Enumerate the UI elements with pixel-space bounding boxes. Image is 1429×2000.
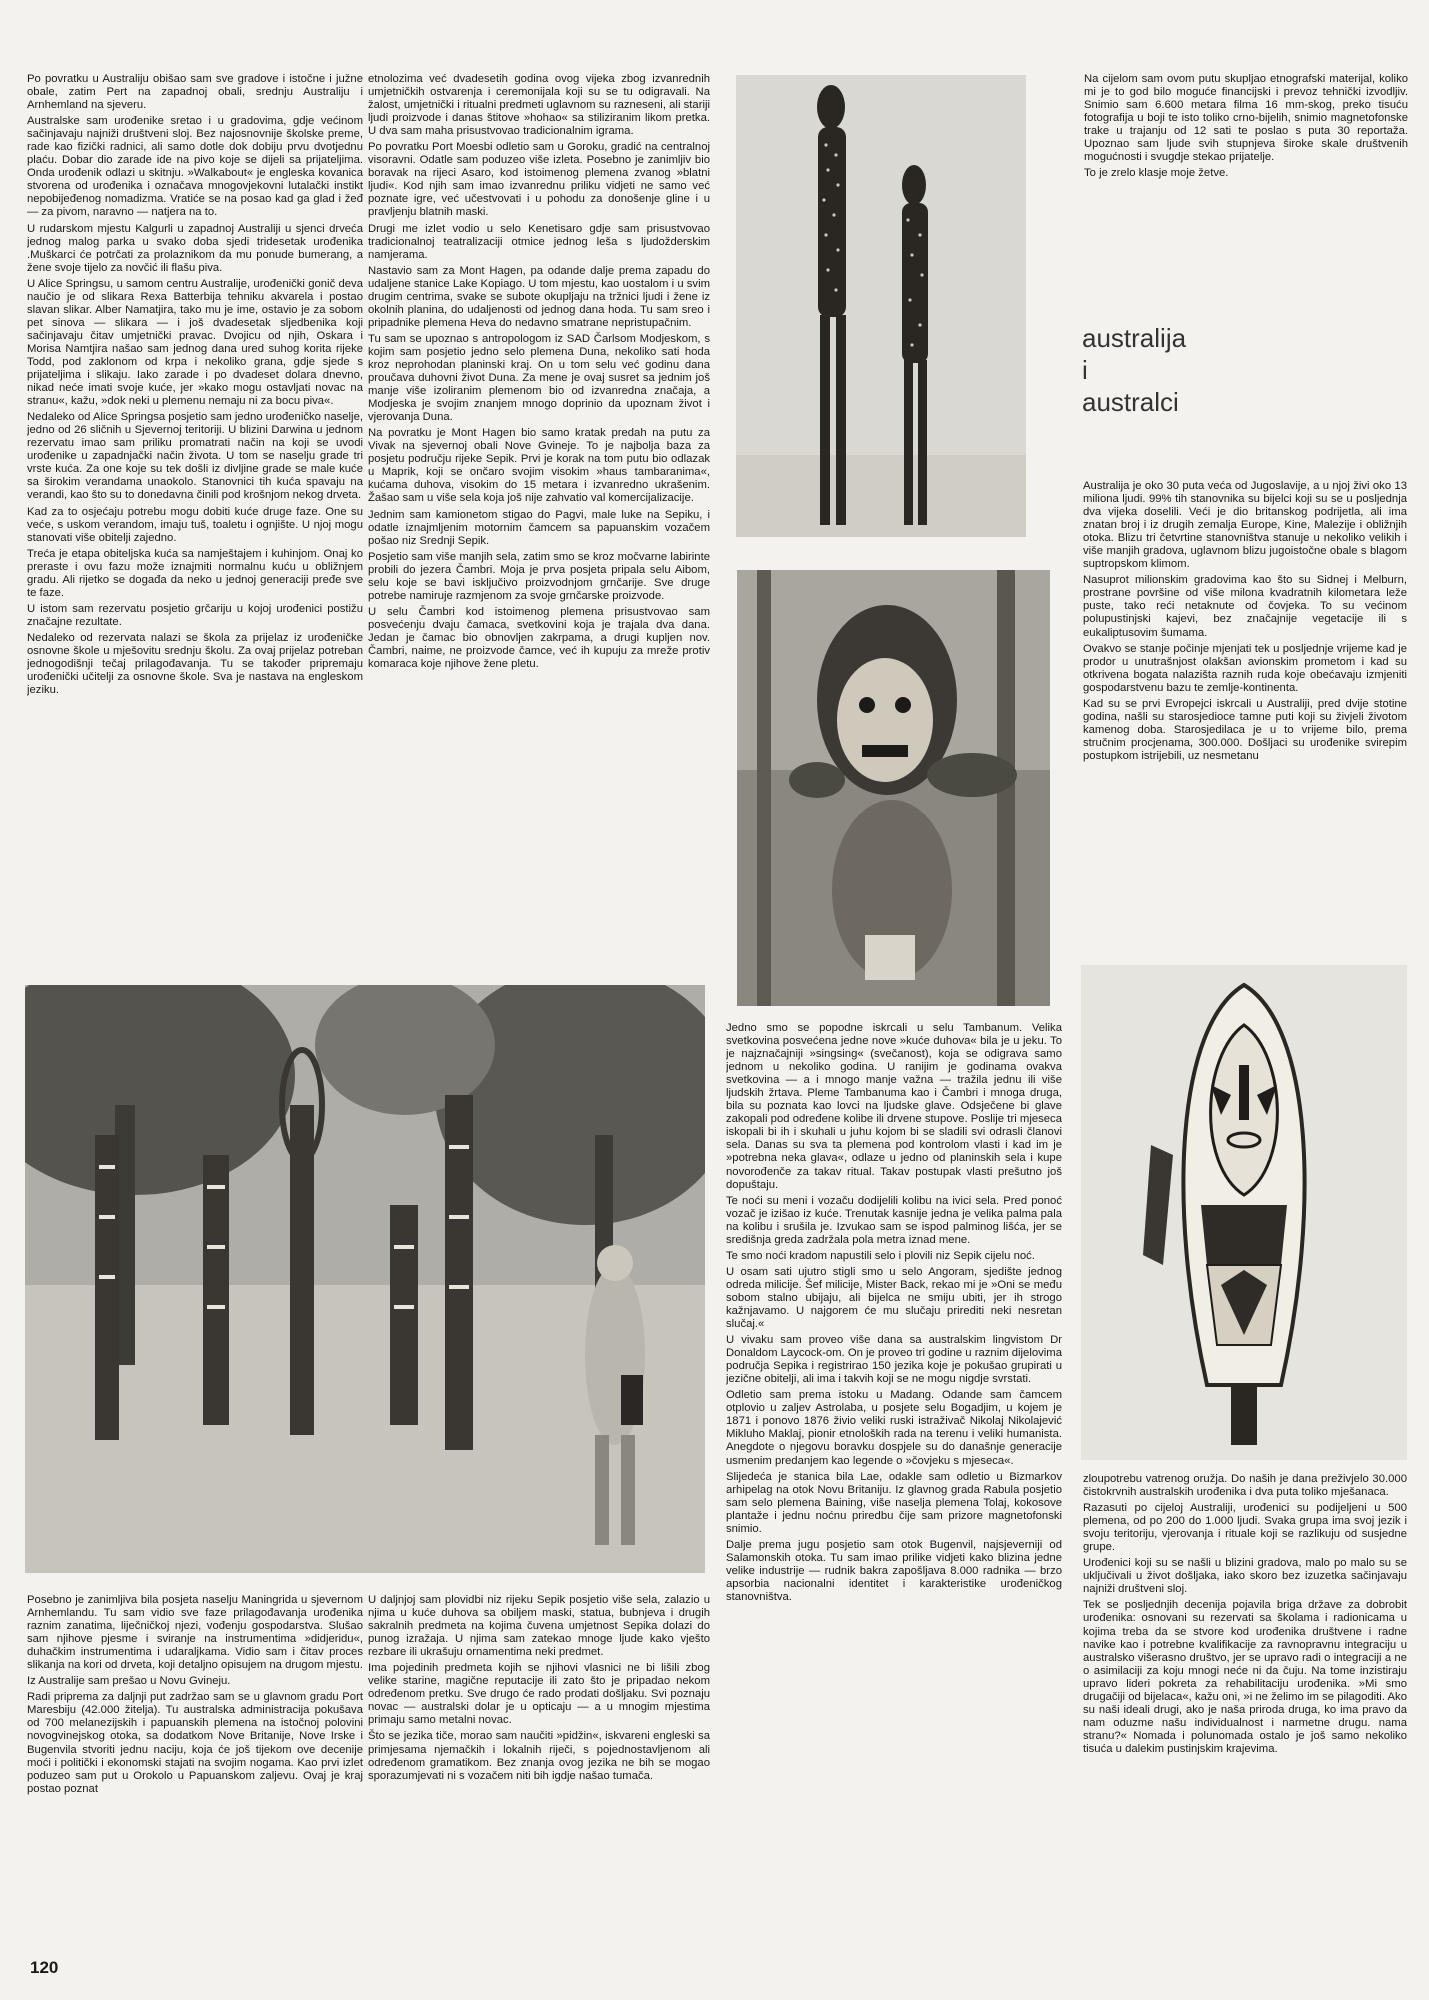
paragraph: Iz Australije sam prešao u Novu Gvineju. — [27, 1675, 231, 1688]
paragraph: Urođenici koji su se našli u blizini gradova, malo po malo su se uključivali u život došljaka, iako skoro bez izuzetka sačinjavaju najniži društveni sloj. — [1083, 1557, 1407, 1596]
page-number: 120 — [30, 1958, 59, 1977]
paragraph: Posebno je zanimljiva bila posjeta naselju Maningrida u sjevernom Arnhemlandu. Tu sam vidio sve faze prilagođavanja urođenika raznim zanatima, liječničkoj njezi, vođenju gospodarstva. Slušao sam njihove pjesme i sviranje na instrumentima »didjeridu«, duhačkim instrumentima i udaraljkama. Vidio sam i čitav proces slikanja na kori od drveta, koji detaljno opisujem na drugom mjestu. — [27, 1594, 363, 1672]
paragraph: U osam sati ujutro stigli smo u selo Angoram, sjedište jednog odreda milicije. Šef milicije, Mister Back, rekao mi je »Oni se među sobom stalno ubijaju, ali bijelca ne smiju ubiti, jer ih strogo kažnjavamo. U najgorem će mu slučaju prirediti neki nesretan slučaj.« — [726, 1265, 1062, 1331]
paragraph: etnolozima već dvadesetih godina ovog vijeka zbog izvanrednih umjetničkih ostvarenja i ceremonijala koji su se tu odigravali. Na žalost, umjetnički i ritualni predmeti uglavnom su razneseni, ali stariji ljudi proizvode i danas štitove »hohao« sa stiliziranim likom pretka. U dva sam maha prisustvovao tradicionalnim igrama. — [368, 73, 710, 138]
paragraph: Jednim sam kamionetom stigao do Pagvi, male luke na Sepiku, i odatle iznajmljenim motornim čamcem sa papuanskim vozačem pošao niz Srednji Sepik. — [368, 508, 710, 547]
paragraph: Kad za to osjećaju potrebu mogu dobiti kuće druge faze. One su veće, s uskom verandom, imaju tuš, toaletu i ognjište. U njoj mogu stanovati više obitelji zajedno. — [27, 505, 363, 544]
title-line: australci — [1082, 387, 1179, 417]
paragraph: Što se jezika tiče, morao sam naučiti »pidžin«, iskvareni engleski sa primjesama njemačkih i lokalnih riječi, s pojednostavljenom ali određenom gramatikom. Bez znanja ovog jezika ne bih se mogao sporazumjevati ni s vozačem niti bih igdje našao tumača. — [368, 1730, 710, 1782]
paragraph: Te noći su meni i vozaču dodijelili kolibu na ivici sela. Pred ponoć vozač je izišao iz kuće. Trenutak kasnije jedna je velika palma pala na kolibu i srušila je. Izvukao sam se ispod palminog lišća, jer se središnja greda zadržala pola metra iznad mene. — [726, 1194, 1062, 1246]
paragraph: Australija je oko 30 puta veća od Jugoslavije, a u njoj živi oko 13 miliona ljudi. 99% tih stanovnika su bijelci koji su se u posljednja dva vijeka doselili. Veći je dio britanskog podrijetla, ali ima znatan broj i iz drugih zemalja Europe, Kine, Malezije i obližnjih otoka. Blizu tri četvrtine stanovništva stanuje u nekoliko velikih i više manjih gradova, uglavnom blizu jugoistočne obale s blagom suptropskom klimom. — [1083, 480, 1407, 571]
photo-totem-poles — [25, 985, 705, 1573]
column-1-top — [27, 73, 363, 973]
column-1-bottom — [27, 1594, 363, 1949]
paragraph: Radi priprema za daljnji put zadržao sam se u glavnom gradu Port Maresbiju (42.000 žitelja). Tu australska administracija pokušava od 700 melanezijskih i papuanskih plemena na istočnoj polovini novogvinejskog otoka, sa dodatkom Nove Britanije, Nove Irske i Bugenvila stvoriti jednu naciju, koja će još tijekom ove decenije moći i politički i ekonomski stajati na svojim nogama. Kao prvi izlet poduzeo sam put u Orokolo u Papuanskom zaljevu. Ovaj je kraj postao poznat — [27, 1691, 363, 1795]
paragraph: Nastavio sam za Mont Hagen, pa odande dalje prema zapadu do udaljene stanice Lake Kopiago. U tom mjestu, kao uostalom i u svim drugim centrima, svake se subote okupljaju na tržnici ljudi i žene iz okolnih planina, do udaljenosti od jednog dana hoda. Tu sam sreo i pripadnike plemena Heva do nedavno smatrane nepristupačnim. — [368, 264, 710, 329]
paragraph: Razasuti po cijeloj Australiji, urođenici su podijeljeni u 500 plemena, od po 200 do 1.000 ljudi. Svaka grupa ima svoj jezik i svoju teritoriju, vjerovanja i rituale koji se razlikuju od susjedne grupe. — [1083, 1502, 1407, 1554]
title-line: i — [1082, 355, 1088, 385]
paragraph: Ovakvo se stanje počinje mjenjati tek u posljednje vrijeme kad je prodor u unutrašnjost olakšan avionskim prometom i kad su otkrivena bogata nalazišta raznih ruda koje obećavaju izmjeniti gospodarstvenu bazu te zemlje-kontinenta. — [1083, 642, 1407, 694]
paragraph: U Alice Springsu, u samom centru Australije, urođenički gonič deva naučio je od slikara Rexa Batterbija tehniku akvarela i postao slavan slikar. Alber Namatjira, tako mu je ime, ostavio je za sobom pet sinova — slikara — i još dvadesetak sljedbenika koji sačinjavaju čitav umjetnički pravac. Dvojicu od njih, Oskara i Morisa Namtjira našao sam jednog dana ured suhog korita rijeke Todd, pod zaklonom od krpa i nekoliko grana, gdje sjede s prijateljima i slikaju. Iako zarade i po dvadeset dolara dnevno, nikad neće imati svoje kuće, jer »kako mogu ostavljati novac na stranu«, kažu, »dok neki u plemenu nemaju ni za bocu piva«. — [27, 277, 363, 408]
paragraph: Posjetio sam više manjih sela, zatim smo se kroz močvarne labirinte probili do jezera Čambri. Moja je prva posjeta pripala selu Aibom, selu koje se bavi isključivo proizvodnjom grnčarije. Sve druge potrebe namiruje razmjenom za svoje grnčarske proizvode. — [368, 550, 710, 602]
paragraph: U rudarskom mjestu Kalgurli u zapadnoj Australiji u sjenci drveća jednog malog parka u svako doba sjedi tridesetak urođenika .Muškarci će potrčati za prolaznikom da mu ponude bumerang, a žene svoje tijelo za novčić ili flašu piva. — [27, 222, 363, 274]
column-2-top — [368, 73, 710, 973]
paragraph: Nedaleko od rezervata nalazi se škola za prijelaz iz urođeničke osnovne škole u mješovitu srednju školu. Za ovaj prijelaz potreban jednogodišnji tečaj prilagođavanja. Tu se također pripremaju urođenički učitelji za osnovne škole. Sva je nastava na engleskom jeziku. — [27, 631, 363, 697]
photo-carved-figures — [736, 75, 1026, 537]
paragraph: Dalje prema jugu posjetio sam otok Bugenvil, najsjeverniji od Salamonskih otoka. Tu sam imao prilike vidjeti kako blizina jedne velike industrije — rudnik bakra zapošljava 8.000 radnika — brzo apsorbia nacionalni identitet i karakteristike urođeničkog stanovništva. — [726, 1538, 1062, 1603]
paragraph: zloupotrebu vatrenog oružja. Do naših je dana preživjelo 30.000 čistokrvnih australskih urođenika i dva puta toliko mješanaca. — [1083, 1473, 1407, 1499]
column-4-top — [1084, 73, 1408, 243]
paragraph: Nedaleko od Alice Springsa posjetio sam jedno urođeničko naselje, jedno od 26 sličnih u Sjevernoj teritoriji. U blizini Darwina u jednom rezervatu imao sam priliku promatrati način na koji se uvodi urođenike u zapadnjački način života. U tom se naselju grade tri vrste kuća. Za one koje su tek došli iz divljine grade se male kuće sa širokim verandama unaokolo. Stanovnici tih kuća spavaju na verandi, kao što su to donedavna činili pod krošnjom nekog drveta. — [27, 411, 363, 502]
paragraph: Na povratku je Mont Hagen bio samo kratak predah na putu za Vivak na sjevernoj obali Nove Gvineje. To je najbolja baza za posjetu području rijeke Sepik. Prvi je korak na tom putu bio odlazak u Maprik, koji se ončaro svojim visokim »haus tambaranima«, kućama duhova, visokim do 15 metara i izvanredno ukrašenim. Žašao sam u više sela koja još nije zahvatio val komercijalizacije. — [368, 427, 710, 505]
paragraph: Drugi me izlet vodio u selo Kenetisaro gdje sam prisustvovao tradicionalnoj teatralizaciji otmice jednog leša s ljudožderskim namjerama. — [368, 222, 710, 261]
paragraph: Kad su se prvi Evropejci iskrcali u Australiji, pred dvije stotine godina, našli su starosjedioce tamne puti koji su živjeli životom kamenog doba. Starosjedilaca je u to vrijeme bilo, prema stručnim procjenama, 300.000. Došljaci su urođenike svirepim postupkom istrijebili, uz nesmetanu — [1083, 697, 1407, 762]
paragraph: Tek se posljednjih decenija pojavila briga države za dobrobit urođenika: osnovani su rezervati sa školama i radionicama u kojima treba da se stvore kod urođenika društvene i radne navike kao i potrebne kvalifikacije za ravnopravnu integraciju u australsko višerasno društvo, jer se upravo radi o integraciji a ne o asimilaciji za koju mnogi neće ni da čuju. Na tome inzistiraju upravo lideri pokreta za rehabilitaciju urođenika. »Mi smo drugačiji od bijelaca«, kažu oni, »i ne želimo im se pilagoditi. Ako su naši ideali drugi, ako je naša priroda druga, ko ima pravo da nam oduzme našu individualnost i narmetne drugu. nama stranu?« Nomada i polunomada ostalo je još samo nekoliko tisuća u dalekim pustinjskim krajevima. — [1083, 1599, 1407, 1755]
paragraph: Australske sam urođenike sretao i u gradovima, gdje većinom sačinjavaju najniži društveni sloj. Bez najosnovnije školske preme, rade kao fizički radnici, ali samo dotle dok dobiju prvu dvotjednu plaću. Dobar dio zarade ide na pivo koje se dijeli sa prijateljima. Onda urođenik odlazi u skitnju. »Walkabout« je engleska kovanica stvorena od urođenika i označava mnogovjekovni lutalački instikt nepobijeđenog nomadizma. Vratiće se na posao kad ga glad i žeđ — za pivom, naravno — natjera na to. — [27, 115, 363, 219]
paragraph: U daljnjoj sam plovidbi niz rijeku Sepik posjetio više sela, zalazio u njima u kuće duhova sa obiljem maski, statua, bubnjeva i drugih sakralnih predmeta na kojima čuvena umjetnost Sepika dolazi do punog izražaja. U njima sam zatekao mnoge ljude kako vješto rezbare ili ukrašuju ornamentima neki predmet. — [368, 1594, 710, 1659]
paragraph: Te smo noći kradom napustili selo i plovili niz Sepik cijelu noć. — [726, 1249, 1035, 1262]
paragraph: Treća je etapa obiteljska kuća sa namještajem i kuhinjom. Onaj ko preraste i ovu fazu može iznajmiti normalnu kuću u obližnjem gradu. Ali rijetko se događa da neko u jednoj generaciji pređe sve te faze. — [27, 547, 363, 599]
paragraph: Slijedeća je stanica bila Lae, odakle sam odletio u Bizmarkov arhipelag na otok Novu Britaniju. Iz glavnog grada Rabula posjetio sam selo plemena Baining, više naselja plemena Tolaj, kokosove plantaže i jednu noćnu priredbu čije sam prizore magnetofonski snimio. — [726, 1470, 1062, 1535]
column-3 — [726, 1022, 1062, 1952]
photo-masked-man — [737, 570, 1050, 1006]
paragraph: Ima pojedinih predmeta kojih se njihovi vlasnici ne bi lišili zbog velike starine, magične reputacije ili zato što je pripadao nekom određenom pretku. Sve drugo će rado prodati došljaku. Svi poznaju novac — australski dolar je u opticaju — a u mnogim mjestima primaju samo metalni novac. — [368, 1662, 710, 1727]
column-4-bottom — [1083, 1473, 1407, 1953]
paragraph: Po povratku u Australiju obišao sam sve gradove i istočne i južne obale, zatim Pert na zapadnoj obali, srednju Australiju i Arnhemland na sjeveru. — [27, 73, 363, 112]
photo-painted-shield — [1081, 965, 1407, 1460]
paragraph: Po povratku Port Moesbi odletio sam u Goroku, gradić na centralnoj visoravni. Odatle sam poduzeo više izleta. Posebno je zanimljiv bio boravak na rijeci Asaro, kod istoimenog plemena zvanog »blatni ljudi«. Kod njih sam imao izvanrednu priliku vidjeti ne samo već poznate igre, već učestvovati i u pohodu za donošenje gline i u pravljenju blatnih maski. — [368, 141, 710, 219]
paragraph: Odletio sam prema istoku u Madang. Odande sam čamcem otplovio u zaljev Astrolaba, u posjete selu Bogadjim, u kojem je 1871 i ponovo 1876 živio veliki ruski istraživač Nikolaj Nikolajević Mikluho Maklaj, pionir etnoloških rada na terenu i veliki humanista. Anegdote o njegovu boravku dospjele su do današnje generacije usmenim predanjem kao legende o »čovjeku s mjeseca«. — [726, 1389, 1062, 1467]
paragraph: U vivaku sam proveo više dana sa australskim lingvistom Dr Donaldom Laycock-om. On je proveo tri godine u raznim dijelovima područja Sepika i registrirao 150 jezika koje je pokušao grupirati u jezične obitelji, ali ima i takvih koji se ne mogu nigdje svrstati. — [726, 1334, 1062, 1386]
paragraph: U selu Čambri kod istoimenog plemena prisustvovao sam posvećenju dvaju čamaca, svetkovini koja je trajala dva dana. Jedan je čamac bio obnovljen zakrpama, a drugi kupljen nov. Čambri, naime, ne proizvode čamce, već ih kupuju za mreže protiv komaraca koje njihove žene pletu. — [368, 605, 710, 671]
article-title — [1082, 322, 1186, 418]
title-line: australija — [1082, 323, 1187, 353]
column-4-middle — [1083, 480, 1407, 930]
paragraph: To je zrelo klasje moje žetve. — [1084, 167, 1229, 180]
paragraph: U istom sam rezervatu posjetio grčariju u kojoj urođenici postižu značajne rezultate. — [27, 602, 363, 628]
paragraph: Nasuprot milionskim gradovima kao što su Sidnej i Melburn, prostrane površine od više milona kvadratnih kilometara leže puste, tako reći netaknute od čovjeka. To su većinom polupustinjski kajevi, bez značajnije vegetacije ili s eukaliptusovim šumama. — [1083, 574, 1407, 639]
paragraph: Tu sam se upoznao s antropologom iz SAD Čarlsom Modjeskom, s kojim sam posjetio jedno selo plemena Duna, nekoliko sati hoda kroz neprohodan planinski kraj. On u tom selu već godinu dana proučava duhovni život Duna. Za mene je ovaj susret sa jednim još manje više izoliranim plemenom bio od izvanredna značaja, a Modjeska je svojim znanjem mnogo doprinio da upoznam život i vjerovanja Duna. — [368, 332, 710, 424]
column-2-bottom — [368, 1594, 710, 1949]
paragraph: Jedno smo se popodne iskrcali u selu Tambanum. Velika svetkovina posvećena jedne nove »kuće duhova« bila je u jeku. To je najznačajniji »singsing« (svečanost), koja se odigrava samo jednom u nekoliko godina. U ranijim je godinama ovakva svetkovina — a i mnogo manje važna — tražila jednu ili više ljudskih žrtava. Pleme Tambanuma kao i Čambri i mnoga druga, bila su poznata kao lovci na ljudske glave. Odsječene bi glave zakopali pod određene kolibe ili drvene stupove. Poslije tri mjeseca iskopali bi ih i skuhali u juhu kojom bi se sladili svi odrasli članovi sela. Danas su sva ta plemena pod kontrolom vlasti i kad im je »potrebna neka glava«, odlaze u jedno od planinskih sela i kupe novorođenče za takav ritual. Takav postupak vlasti prešutno još dopuštaju. — [726, 1022, 1062, 1191]
paragraph: Na cijelom sam ovom putu skupljao etnografski materijal, koliko mi je to god bilo moguće financijski i prevoz tehnički izvodljiv. Snimio sam 6.600 metara filma 16 mm-skog, preko tisuću fotografija u boji te isto toliko crno-bijelih, snimio magnetofonske trake u trajanju od 12 sati te poslao s puta 30 reportaža. Upoznao sam ljude svih stupnjeva široke skale društvenih mogućnosti i svugdje stekao prijatelje. — [1084, 73, 1408, 164]
